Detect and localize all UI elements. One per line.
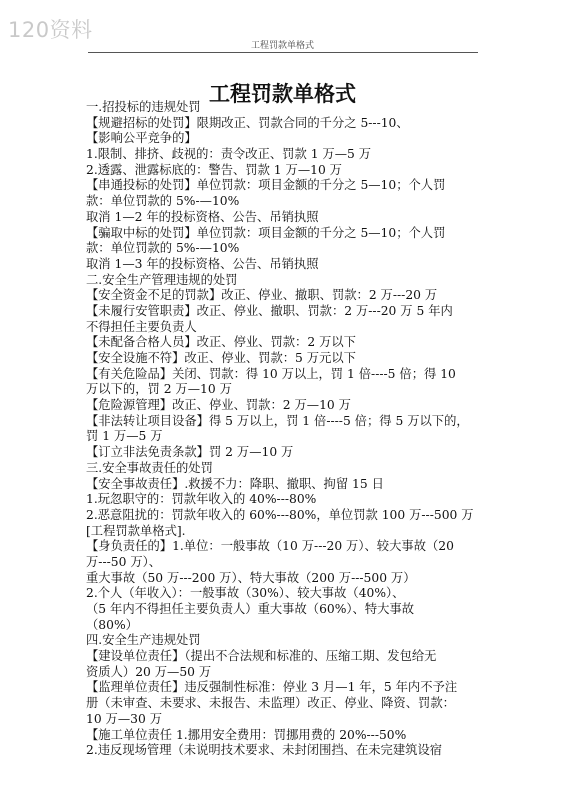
body-line: 款：单位罚款的 5%-—10% <box>86 241 240 256</box>
body-line: 取消 1—3 年的投标资格、公告、吊销执照 <box>86 256 319 271</box>
body-line: （80%） <box>86 617 138 632</box>
body-line: 【建设单位责任】（提出不合法规和标准的、压缩工期、发包给无 <box>86 649 437 664</box>
body-line: 【监理单位责任】违反强制性标准：停业 3 月—1 年，5 年内不予注 <box>86 680 458 695</box>
body-line: 2.违反现场管理（未说明技术要求、未封闭围挡、在未完建筑设宿 <box>86 743 443 758</box>
body-line: 【影响公平竞争的】 <box>86 131 197 146</box>
body-line: 罚 1 万—5 万 <box>86 429 163 444</box>
body-line: 【安全设施不符】改正、停业、罚款：5 万元以下 <box>86 351 356 365</box>
body-line: 2.透露、泄露标底的：警告、罚款 1 万—10 万 <box>86 162 342 177</box>
body-line: 册（未审查、未要求、未报告、未监理）改正、停业、降资、罚款： <box>86 696 455 711</box>
body-line: 三.安全事故责任的处罚 <box>86 460 213 475</box>
header-divider <box>88 52 478 53</box>
body-line: （5 年内不得担任主要负责人）重大事故（60%）、特大事故 <box>86 602 415 616</box>
body-line: 【未配备合格人员】改正、停业、罚款：2 万以下 <box>86 335 356 350</box>
watermark-logo: 120资料 <box>8 18 93 42</box>
body-line: 1.限制、排挤、歧视的：责令改正、罚款 1 万—5 万 <box>86 147 372 162</box>
body-line: 1.玩忽职守的：罚款年收入的 40%---80% <box>86 492 317 507</box>
body-line: 【施工单位责任 1.挪用安全费用：罚挪用费的 20%---50% <box>86 727 407 742</box>
document-title: 工程罚款单格式 <box>209 82 356 106</box>
body-line: 不得担任主要负责人 <box>86 319 197 334</box>
body-line: 取消 1—2 年的投标资格、公告、吊销执照 <box>86 209 319 224</box>
body-line: 【安全事故责任】.救援不力：降职、撤职、拘留 15 日 <box>86 476 384 491</box>
body-line: 10 万—30 万 <box>86 711 163 726</box>
body-line: 二.安全生产管理违规的处罚 <box>86 272 238 287</box>
body-line: 【安全资金不足的罚款】改正、停业、撤职、罚款：2 万---20 万 <box>86 288 438 303</box>
body-line: 【有关危险品】关闭、罚款：得 10 万以上，罚 1 倍----5 倍；得 10 <box>86 366 456 381</box>
body-line: 【串通投标的处罚】单位罚款：项目金额的千分之 5—10；个人罚 <box>86 178 446 193</box>
body-line: 重大事故（50 万---200 万）、特大事故（200 万---500 万） <box>86 570 416 585</box>
body-line: 万以下的，罚 2 万—10 万 <box>86 382 232 397</box>
body-line: 四.安全生产违规处罚 <box>86 633 201 648</box>
body-line: 款：单位罚款的 5%-—10% <box>86 194 240 209</box>
body-line: 2.恶意阻扰的：罚款年收入的 60%---80%，单位罚款 100 万---500 万 <box>86 507 474 522</box>
body-line: 【危险源管理】改正、停业、罚款：2 万—10 万 <box>86 398 351 413</box>
document-body <box>86 100 486 759</box>
body-line: 【订立非法免责条款】罚 2 万—10 万 <box>86 445 294 460</box>
body-line: [工程罚款单格式]. <box>86 523 186 538</box>
body-line: 【骗取中标的处罚】单位罚款：项目金额的千分之 5—10；个人罚 <box>86 225 446 240</box>
body-line: 资质人）20 万—50 万 <box>86 664 212 679</box>
body-line: 2.个人（年收入）：一般事故（30%）、较大事故（40%）、 <box>86 586 405 601</box>
running-header: 工程罚款单格式 <box>250 41 314 51</box>
body-line: 【身负责任的】1.单位：一般事故（10 万---20 万）、较大事故（20 <box>86 539 454 554</box>
body-line: 【未履行安管职责】改正、停业、撤职、罚款：2 万---20 万 5 年内 <box>86 303 453 318</box>
body-line: 【非法转让项目设备】得 5 万以上，罚 1 倍----5 倍；得 5 万以下的， <box>86 413 469 428</box>
body-line: 一.招投标的违规处罚 <box>86 100 201 114</box>
body-line: 万---50 万）、 <box>86 554 162 569</box>
body-line: 【规避招标的处罚】限期改正、罚款合同的千分之 5---10、 <box>86 115 409 130</box>
